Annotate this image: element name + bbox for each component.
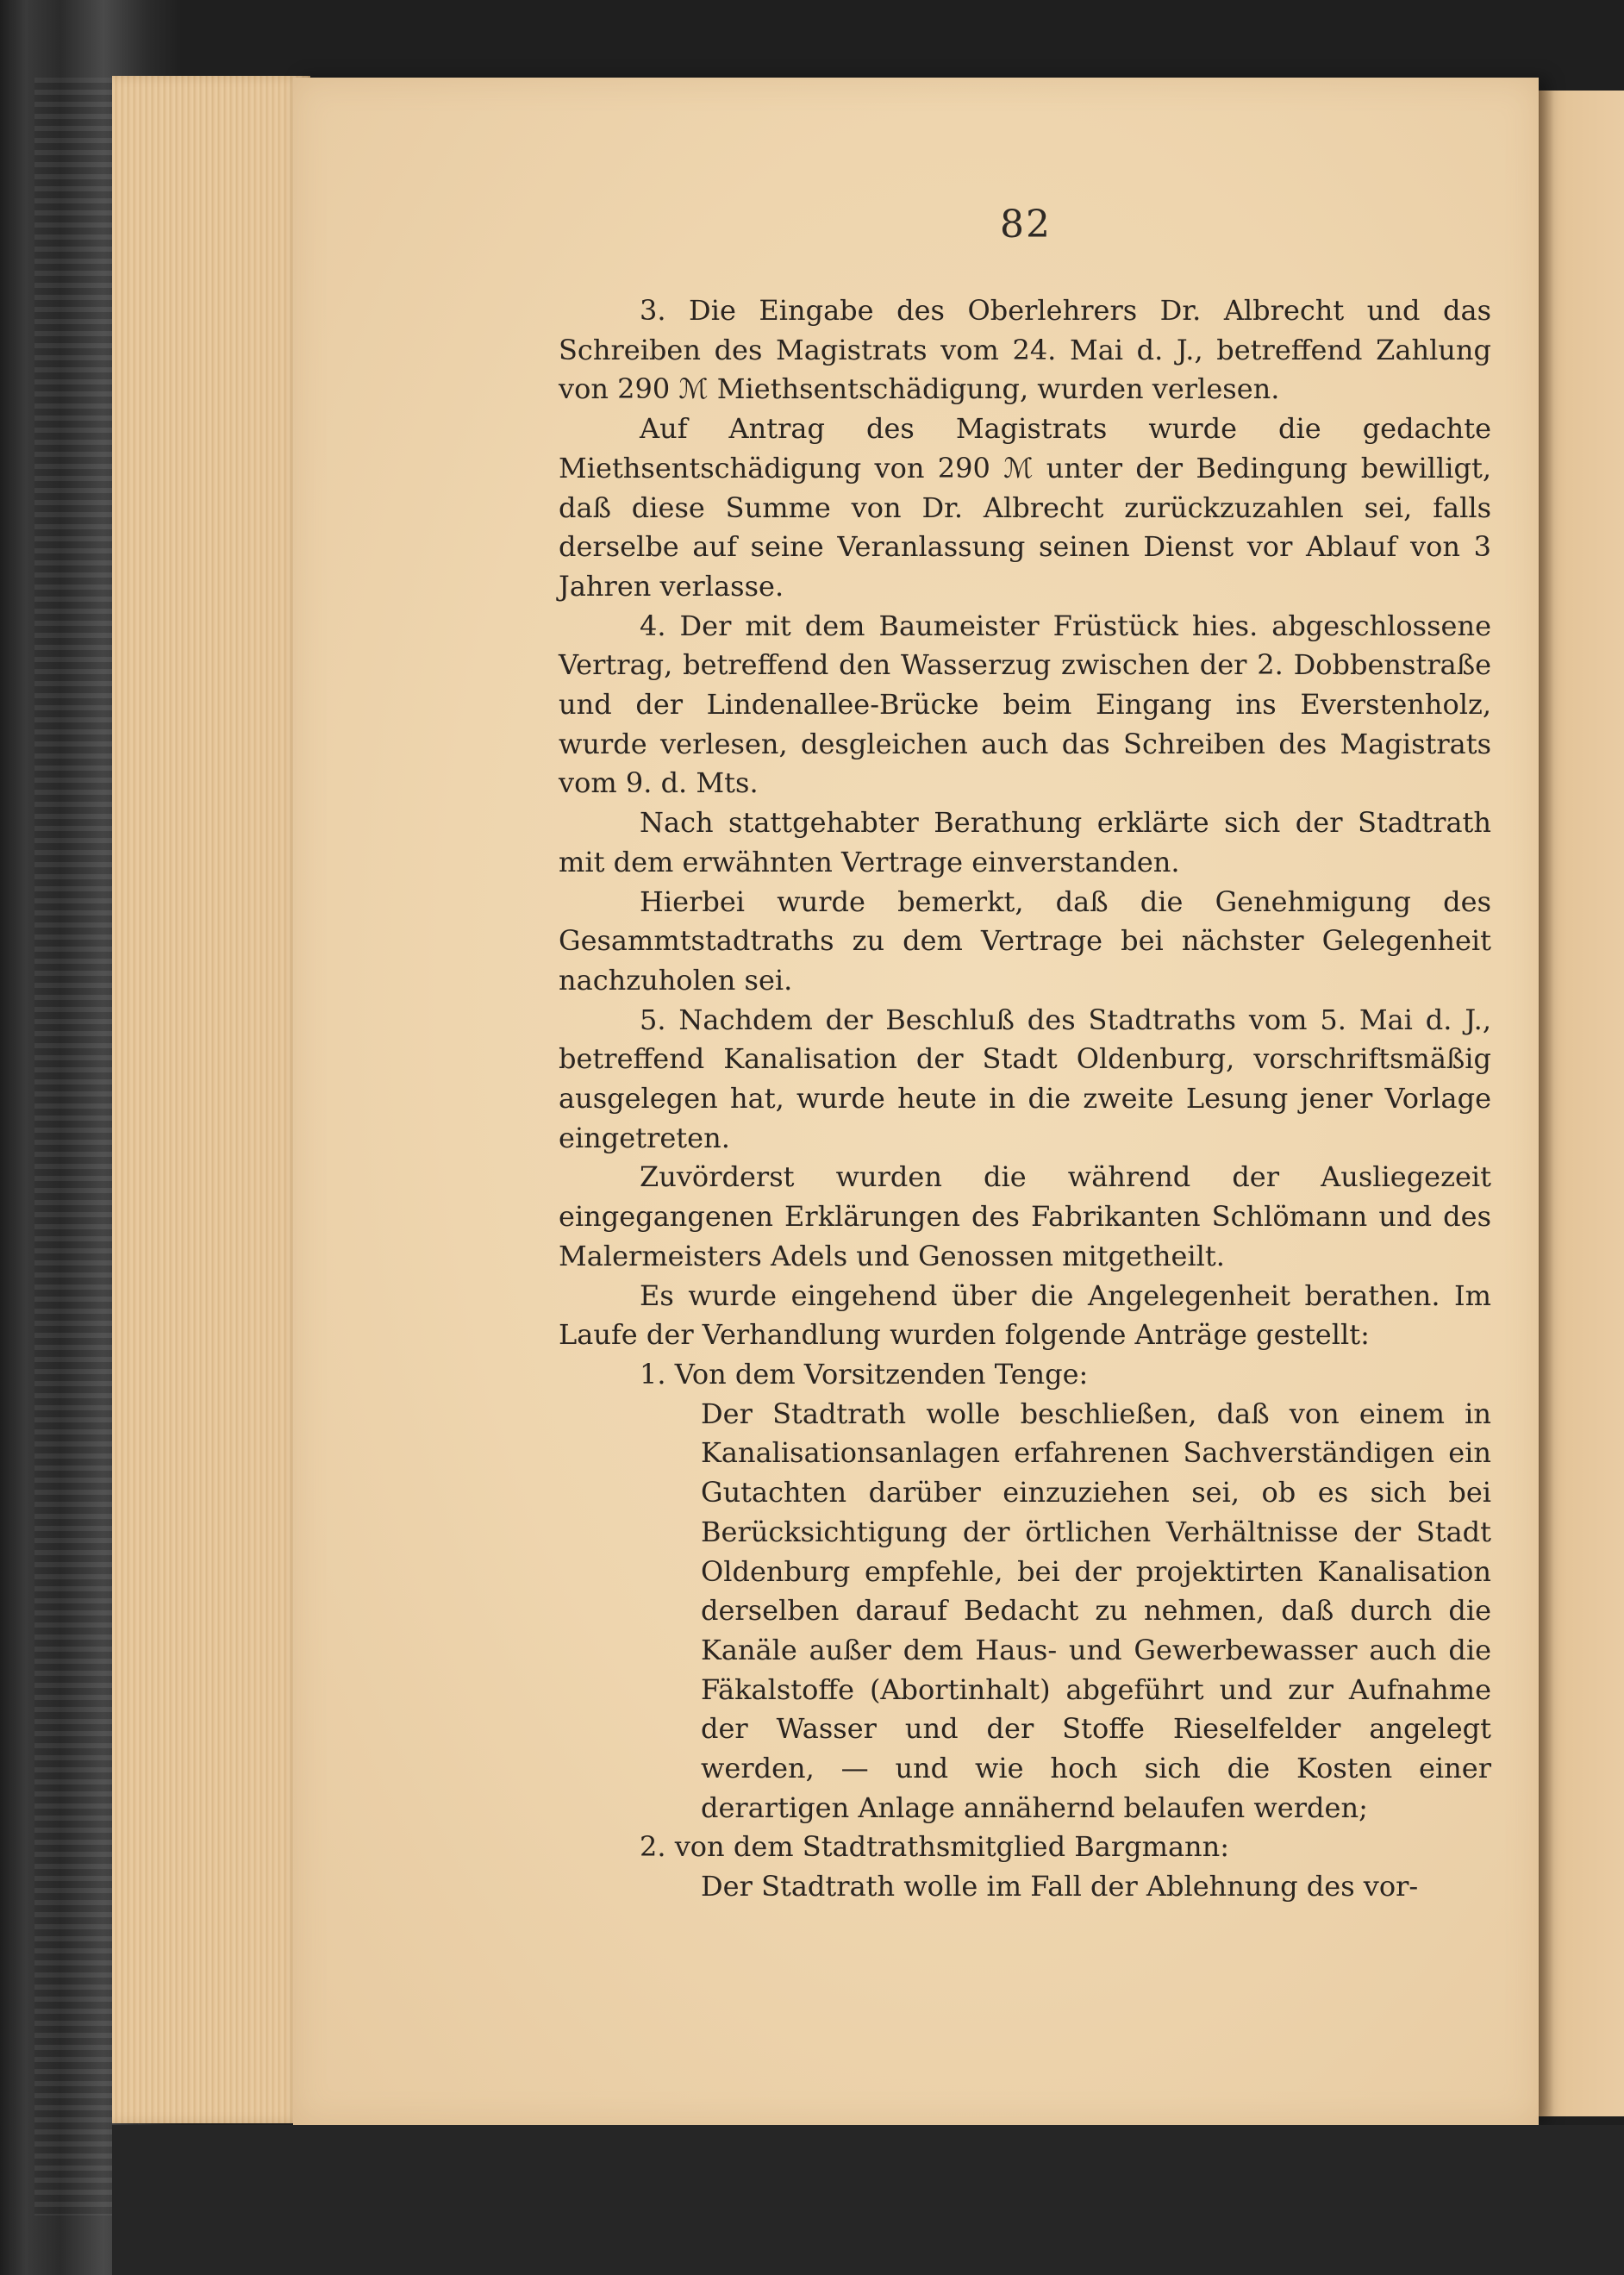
paragraph-remark: Hierbei wurde bemerkt, daß die Genehmigung des Gesammtstadtraths zu dem Vertrage bei nächster Gelegenheit nachzuholen sei.: [559, 884, 1491, 997]
motion-heading: 1. Von dem Vorsitzenden Tenge:: [640, 1357, 1089, 1391]
page-stack-edge: [112, 76, 310, 2123]
facing-page-edge: [1539, 91, 1624, 2116]
paragraph-motions-intro: Es wurde eingehend über die Angelegenheit berathen. Im Laufe der Verhandlung wurden folgende Anträge gestellt:: [559, 1278, 1491, 1352]
page-number: 82: [1000, 203, 1052, 247]
paragraph-approval: Auf Antrag des Magistrats wurde die gedachte Miethsentschädigung von 290 ℳ unter der Bedingung bewilligt, daß diese Summe von Dr. Albrecht zurückzuzahlen sei, falls derselbe auf seine Veranlassung seinen Dienst vor Ablauf von 3 Jahren verlasse.: [559, 412, 1491, 603]
paragraph-declarations: Zuvörderst wurden die während der Ausliegezeit eingegangenen Erklärungen des Fabrikanten Schlömann und des Malermeisters Adels und Genossen mitgetheilt.: [559, 1160, 1491, 1272]
motion-text: Der Stadtrath wolle im Fall der Ablehnung des vor-: [701, 1870, 1419, 1903]
paragraph-item-5: 5. Nachdem der Beschluß des Stadtraths vom 5. Mai d. J., betreffend Kanalisation der Stadt Oldenburg, vorschriftsmäßig ausgelegen hat, wurde heute in die zweite Lesung jener Vorlage eingetreten.: [559, 1003, 1491, 1154]
paragraph-deliberation: Nach stattgehabter Berathung erklärte sich der Stadtrath mit dem erwähnten Vertrage einverstanden.: [559, 806, 1491, 878]
paragraph-item-4: 4. Der mit dem Baumeister Früstück hies. abgeschlossene Vertrag, betreffend den Wasserzug zwischen der 2. Dobbenstraße und der Lindenallee-Brücke beim Eingang ins Everstenholz, wurde verlesen, desgleichen auch das Schreiben des Magistrats vom 9. d. Mts.: [559, 609, 1491, 800]
page-text: [559, 291, 1491, 1907]
scan-background: [112, 2125, 1624, 2275]
motion-text: Der Stadtrath wolle beschließen, daß von einem in Kanalisationsanlagen erfahrenen Sachverständigen ein Gutachten darüber einzuziehen sei, ob es sich bei Berücksichtigung der örtlichen Verhältnisse der Stadt Oldenburg empfehle, bei der projektirten Kanalisation derselben darauf Bedacht zu nehmen, daß durch die Kanäle außer dem Haus- und Gewerbewasser auch die Fäkalstoffe (Abortinhalt) abgeführt und zur Aufnahme der Wasser und der Stoffe Rieselfelder angelegt werden, — und wie hoch sich die Kosten einer derartigen Anlage annähernd belaufen werden;: [701, 1397, 1491, 1824]
motion-heading: 2. von dem Stadtrathsmitglied Bargmann:: [640, 1830, 1230, 1864]
paragraph-item-3: 3. Die Eingabe des Oberlehrers Dr. Albrecht und das Schreiben des Magistrats vom 24. Mai d. J., betreffend Zahlung von 290 ℳ Miethsentschädigung, wurden verlesen.: [559, 294, 1491, 406]
